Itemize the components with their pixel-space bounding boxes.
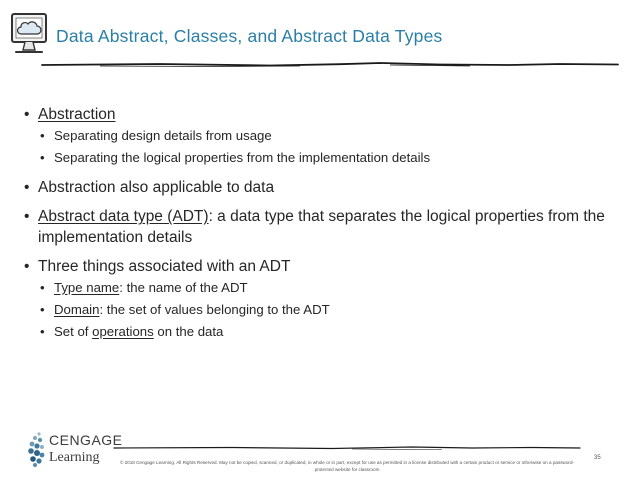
bullet-abstraction-data — [24, 177, 614, 198]
sub-bullet-text: on the data — [153, 324, 224, 339]
title-divider — [40, 58, 620, 72]
footer-divider — [112, 442, 582, 454]
sub-bullet: • Separating design details from usage — [24, 125, 614, 147]
bullet-adt-definition — [24, 206, 614, 248]
slide-title: Data Abstract, Classes, and Abstract Data Types — [56, 26, 443, 46]
sub-bullet-term: operations — [92, 324, 154, 339]
cloud-monitor-icon — [10, 12, 50, 56]
bullet-list — [24, 104, 614, 343]
bullet-adt-things — [24, 256, 614, 277]
logo-subtext: Learning — [49, 450, 100, 465]
page-number: 35 — [594, 455, 601, 461]
cengage-logo-icon — [26, 430, 46, 468]
bullet-text: Abstraction also applicable to data — [38, 179, 275, 196]
logo-wordmark: CENGAGE — [49, 432, 123, 448]
sub-bullet-term: Type name — [54, 280, 120, 295]
bullet-abstraction — [24, 104, 614, 125]
sub-bullet-prefix: Set of — [54, 324, 93, 339]
sub-bullet-term: Domain — [54, 302, 100, 317]
sub-bullet-text: : the name of the ADT — [119, 280, 248, 295]
sub-bullet — [24, 299, 614, 321]
sub-bullet — [24, 321, 614, 343]
sub-bullet — [24, 277, 614, 299]
bullet-text: : a data type that separates the logical properties from the implementation details — [38, 208, 605, 246]
bullet-text: Abstraction — [38, 106, 116, 123]
copyright-notice: © 2018 Cengage Learning. All Rights Reserved. May not be copied, scanned, or duplicated, in whole or in part, except for use as permitted in a license distributed with a certain product or service or otherwise on a password-protected website for classroom — [119, 460, 575, 472]
sub-bullet-text: : the set of values belonging to the ADT — [99, 302, 330, 317]
cengage-logo — [26, 430, 126, 470]
sub-bullet: • Separating the logical properties from the implementation details — [24, 147, 614, 169]
bullet-term: Abstract data type (ADT) — [38, 208, 209, 225]
bullet-text: Three things associated with an ADT — [38, 258, 291, 275]
